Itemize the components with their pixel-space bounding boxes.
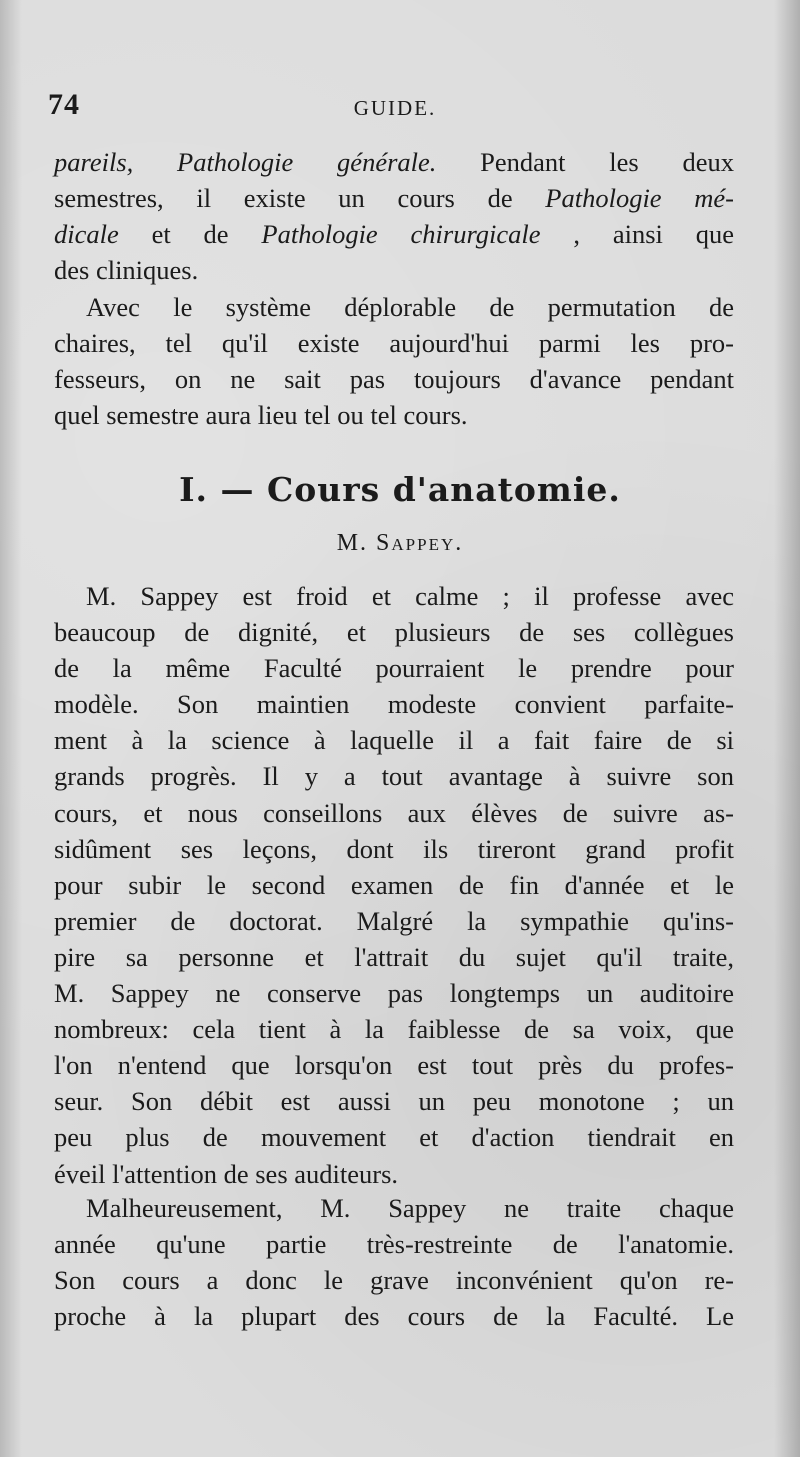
text-line: quel semestre aura lieu tel ou tel cours. bbox=[54, 400, 468, 431]
text-line: M. Sappey est froid et calme ; il professe avec bbox=[86, 581, 734, 611]
paragraph-4 bbox=[54, 1190, 734, 1334]
text-line: Avec le système déplorable de permutation de bbox=[86, 292, 734, 322]
text-line: éveil l'attention de ses auditeurs. bbox=[54, 1158, 399, 1189]
italic-text: Pathologie mé- bbox=[545, 183, 734, 214]
text-segment: et de bbox=[118, 219, 262, 250]
italic-text: dicale bbox=[54, 219, 119, 250]
text-line: M. Sappey ne conserve pas longtemps un auditoire bbox=[54, 978, 734, 1009]
paragraph-1 bbox=[54, 144, 734, 288]
paragraph-3 bbox=[54, 578, 734, 1192]
text-segment: Pendant les deux bbox=[436, 147, 734, 177]
text-line: premier de doctorat. Malgré la sympathie qu'ins- bbox=[54, 905, 734, 936]
text-line: ment à la science à laquelle il a fait faire de si bbox=[54, 725, 734, 756]
text-line bbox=[54, 144, 734, 180]
text-line: beaucoup de dignité, et plusieurs de ses collègues bbox=[54, 617, 734, 648]
section-author: M. Sappey. bbox=[336, 530, 464, 556]
text-line: l'on n'entend que lorsqu'on est tout près du profes- bbox=[54, 1050, 734, 1081]
text-line: cours, et nous conseillons aux élèves de suivre as- bbox=[54, 797, 734, 828]
text-line: grands progrès. Il y a tout avantage à suivre son bbox=[54, 761, 734, 792]
text-line: sidûment ses leçons, dont ils tireront grand profit bbox=[54, 833, 734, 864]
text-line: pour subir le second examen de fin d'année et le bbox=[54, 869, 734, 900]
text-line: nombreux: cela tient à la faiblesse de sa voix, que bbox=[54, 1014, 734, 1045]
italic-text: pareils, Pathologie générale. bbox=[54, 147, 437, 177]
text-segment: , ainsi que bbox=[540, 219, 734, 250]
text-line: année qu'une partie très-restreinte de l'anatomie. bbox=[54, 1229, 734, 1260]
text-line: modèle. Son maintien modeste convient parfaite- bbox=[54, 689, 734, 720]
page-number: 74 bbox=[48, 88, 80, 121]
page-header bbox=[48, 88, 742, 124]
text-line bbox=[54, 180, 734, 216]
text-segment: des cliniques. bbox=[54, 255, 199, 286]
page-edge-shadow-left bbox=[0, 0, 22, 1457]
text-line bbox=[54, 252, 734, 288]
text-line: Son cours a donc le grave inconvénient qu'on re- bbox=[54, 1265, 734, 1296]
text-line: Malheureusement, M. Sappey ne traite chaque bbox=[86, 1193, 734, 1223]
text-line: pire sa personne et l'attrait du sujet qu'il traite, bbox=[54, 941, 734, 972]
running-head: GUIDE. bbox=[353, 96, 437, 120]
section-heading: I. — Cours d'anatomie. bbox=[179, 470, 621, 509]
text-line: fesseurs, on ne sait pas toujours d'avance pendant bbox=[54, 364, 734, 395]
text-line: seur. Son débit est aussi un peu monotone ; un bbox=[54, 1086, 734, 1117]
text-line: peu plus de mouvement et d'action tiendrait en bbox=[54, 1122, 734, 1153]
page-edge-shadow-right bbox=[774, 0, 800, 1457]
text-line: de la même Faculté pourraient le prendre pour bbox=[54, 653, 734, 684]
text-line bbox=[54, 216, 734, 252]
paragraph-2 bbox=[54, 289, 734, 433]
text-line: chaires, tel qu'il existe aujourd'hui parmi les pro- bbox=[54, 328, 734, 359]
italic-text: Pathologie chirurgicale bbox=[261, 219, 541, 250]
text-line: proche à la plupart des cours de la Faculté. Le bbox=[54, 1301, 734, 1332]
text-segment: semestres, il existe un cours de bbox=[54, 183, 546, 214]
